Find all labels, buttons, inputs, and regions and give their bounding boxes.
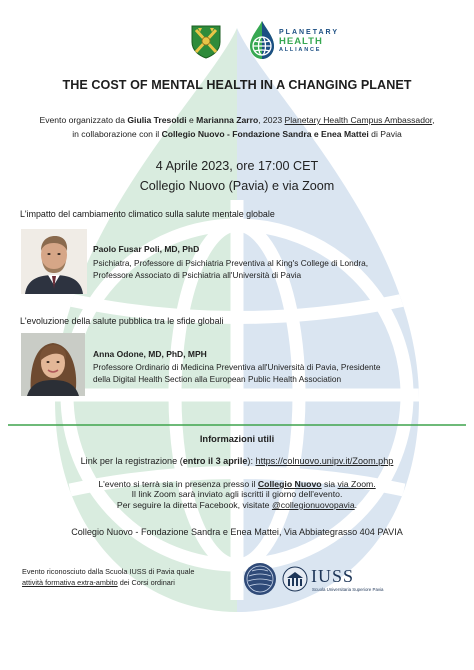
page-title: THE COST OF MENTAL HEALTH IN A CHANGING PLANET bbox=[62, 78, 412, 92]
pha-line-1: PLANETARY bbox=[279, 29, 339, 36]
iuss-emblem-icon bbox=[281, 566, 309, 592]
speaker-name-1: Paolo Fusar Poli, MD, PhD bbox=[93, 244, 200, 254]
registration-suffix: ): bbox=[247, 456, 256, 466]
pha-line-2: HEALTH bbox=[279, 36, 323, 47]
intro-text-2: e bbox=[186, 115, 197, 125]
campus-ambassador-link[interactable]: Planetary Health Campus Ambassador bbox=[284, 115, 433, 125]
speaker-photo-2 bbox=[21, 333, 85, 396]
coat-of-arms-icon bbox=[190, 24, 222, 60]
speaker-desc-1 bbox=[93, 257, 468, 281]
planetary-health-alliance-logo bbox=[249, 20, 369, 64]
info-line-2: Il link Zoom sarà inviato agli iscritti il giorno dell'evento. bbox=[131, 489, 343, 500]
event-datetime: 4 Aprile 2023, ore 17:00 CET bbox=[155, 159, 319, 173]
intro-text-6: di Pavia bbox=[368, 128, 402, 139]
footnote-line-1: Evento riconosciuto dalla Scuola IUSS di Pavia quale bbox=[22, 567, 195, 576]
speaker-desc-2-line-2: della Digital Health Section alla European Public Health Association bbox=[93, 374, 342, 385]
event-when-where bbox=[0, 156, 474, 196]
footnote-line-2 bbox=[22, 577, 242, 588]
iuss-logo bbox=[281, 563, 431, 597]
registration-prefix: Link per la registrazione ( bbox=[80, 456, 183, 466]
info-title: Informazioni utili bbox=[199, 434, 275, 444]
intro-text-5: in collaborazione con il bbox=[72, 128, 162, 139]
info-line-3 bbox=[0, 500, 474, 510]
speaker-name-2: Anna Odone, MD, PhD, MPH bbox=[93, 349, 207, 359]
speaker-desc-1-line-1: Psichiatra, Professore di Psichiatria Preventiva al King's College di Londra, bbox=[93, 258, 369, 268]
planetary-health-alliance-icon bbox=[249, 20, 275, 60]
info-line-3c: . bbox=[354, 499, 358, 510]
iuss-seal-icon bbox=[243, 562, 277, 596]
intro-text bbox=[8, 114, 466, 141]
intro-text-3: , 2023 bbox=[258, 115, 285, 125]
intro-text-1: Evento organizzato da bbox=[39, 115, 128, 125]
info-line-1a: L'evento si terrà sia in presenza presso il bbox=[98, 479, 258, 489]
collegio-nuovo-link[interactable]: Collegio Nuovo bbox=[257, 479, 322, 489]
info-line-3a: Per seguire la diretta Facebook, visitate bbox=[116, 499, 272, 510]
organizer-2: Marianna Zarro bbox=[196, 115, 259, 125]
speaker-photo-1 bbox=[21, 229, 87, 294]
info-line-1 bbox=[0, 479, 474, 489]
speaker-desc-2-line-1: Professore Ordinario di Medicina Preventiva all'Università di Pavia, Presidente bbox=[93, 362, 381, 372]
address: Collegio Nuovo - Fondazione Sandra e Enea Mattei, Via Abbiategrasso 404 PAVIA bbox=[71, 527, 403, 537]
registration-line bbox=[0, 456, 474, 466]
info-line-1c: sia bbox=[321, 479, 338, 489]
speaker-desc-1-line-2: Professore Associato di Psichiatria all'Università di Pavia bbox=[93, 270, 302, 281]
iuss-subtitle: Scuola Universitaria Superiore Pavia bbox=[312, 587, 384, 592]
facebook-link[interactable]: @collegionuovopavia bbox=[271, 499, 355, 510]
registration-link[interactable]: https://colnuovo.unipv.it/Zoom.php bbox=[255, 456, 394, 466]
info-lines bbox=[0, 479, 474, 510]
footnote bbox=[22, 566, 242, 588]
intro-text-4: , bbox=[432, 115, 435, 125]
registration-deadline: entro il 3 aprile bbox=[182, 456, 248, 466]
partner-name: Collegio Nuovo - Fondazione Sandra e Enea Mattei bbox=[161, 128, 369, 139]
event-venue: Collegio Nuovo (Pavia) e via Zoom bbox=[139, 179, 335, 193]
extra-ambito-link[interactable]: attività formativa extra-ambito bbox=[22, 578, 118, 587]
section-heading-1: L'impatto del cambiamento climatico sulla salute mentale globale bbox=[20, 209, 275, 219]
iuss-name: IUSS bbox=[311, 566, 355, 586]
speaker-desc-2 bbox=[93, 361, 468, 385]
pha-line-3: ALLIANCE bbox=[279, 47, 322, 53]
organizer-1: Giulia Tresoldi bbox=[127, 115, 187, 125]
zoom-link[interactable]: via Zoom. bbox=[337, 479, 376, 489]
section-heading-2: L'evoluzione della salute pubblica tra le sfide globali bbox=[20, 316, 224, 326]
footnote-line-2b: dei Corsi ordinari bbox=[117, 578, 175, 587]
